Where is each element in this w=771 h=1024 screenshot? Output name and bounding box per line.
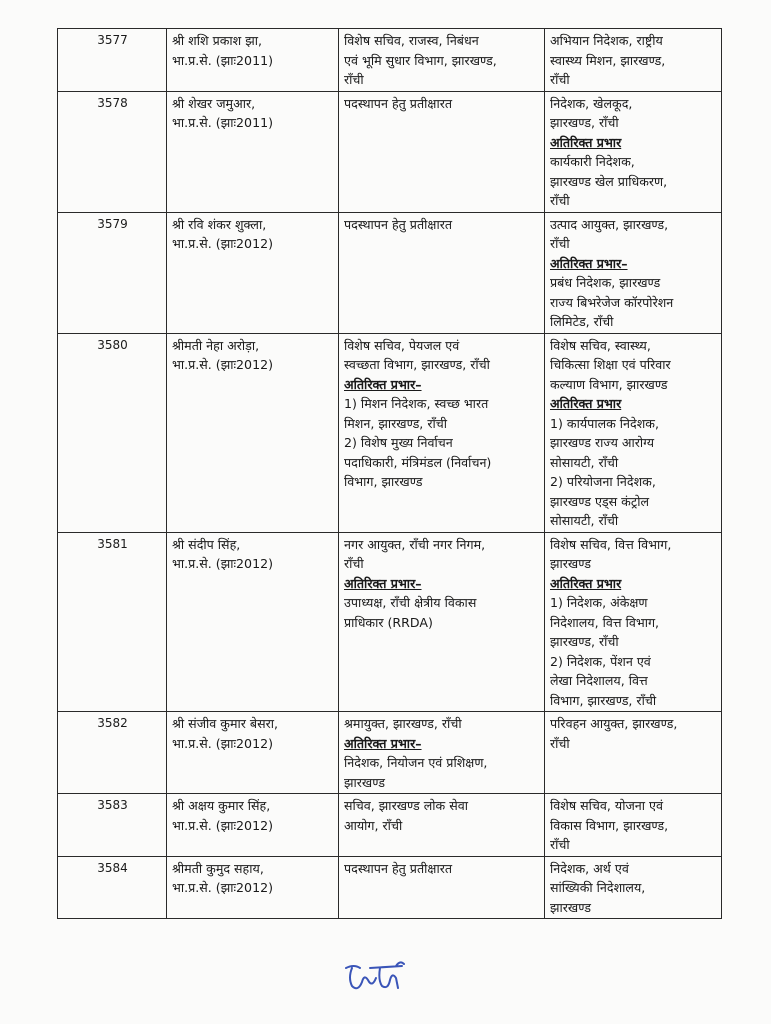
new-additional-charge-line: लेखा निदेशालय, वित्त bbox=[550, 673, 648, 688]
current-posting-line: नगर आयुक्त, राँची नगर निगम, bbox=[344, 536, 486, 552]
serial-number: 3583 bbox=[58, 794, 167, 857]
officer-name-line: श्री शेखर जमुआर, bbox=[172, 95, 256, 111]
new-additional-charge-line: झारखण्ड, राँची bbox=[550, 634, 619, 649]
new-posting-line: निदेशक, अर्थ एवं bbox=[550, 860, 629, 876]
new-posting-cell bbox=[545, 212, 722, 333]
current-posting-line: सचिव, झारखण्ड लोक सेवा bbox=[344, 798, 468, 813]
officer-name-line: श्री रवि शंकर शुक्ला, bbox=[172, 216, 267, 232]
new-additional-charge-line: सोसायटी, राँची bbox=[550, 454, 619, 470]
officer-name-cell bbox=[167, 712, 339, 794]
officer-name-line: भा.प्र.से. (झाः2012) bbox=[172, 556, 274, 571]
current-additional-charge-line: मिशन, झारखण्ड, राँची bbox=[344, 415, 447, 431]
new-posting-line: विशेष सचिव, स्वास्थ्य, bbox=[550, 337, 651, 353]
new-posting-cell bbox=[545, 91, 722, 212]
current-posting-line: स्वच्छता विभाग, झारखण्ड, राँची bbox=[344, 357, 490, 372]
officer-name-line: भा.प्र.से. (झाः2012) bbox=[172, 817, 274, 833]
current-posting-cell bbox=[339, 333, 545, 532]
new-posting-line: परिवहन आयुक्त, झारखण्ड, bbox=[550, 716, 678, 731]
table-row bbox=[58, 212, 722, 333]
table-row bbox=[58, 91, 722, 212]
new-posting-cell bbox=[545, 856, 722, 919]
new-additional-charge-line: कार्यकारी निदेशक, bbox=[550, 154, 635, 169]
new-additional-charge-line: विभाग, झारखण्ड, राँची bbox=[550, 692, 657, 708]
officer-name-line: श्रीमती नेहा अरोड़ा, bbox=[172, 337, 260, 353]
new-posting-line: राँची bbox=[550, 72, 570, 87]
current-additional-charge-label: अतिरिक्त प्रभार– bbox=[344, 575, 422, 591]
table-row bbox=[58, 532, 722, 712]
new-additional-charge-line: निदेशालय, वित्त विभाग, bbox=[550, 614, 660, 630]
new-posting-line: कल्याण विभाग, झारखण्ड bbox=[550, 376, 668, 392]
current-posting-line: पदस्थापन हेतु प्रतीक्षारत bbox=[344, 95, 453, 111]
officer-name-line: भा.प्र.से. (झाः2012) bbox=[172, 735, 274, 751]
new-additional-charge-label: अतिरिक्त प्रभार bbox=[550, 396, 622, 411]
new-posting-cell bbox=[545, 333, 722, 532]
posting-table-body bbox=[58, 29, 722, 919]
current-additional-charge-label: अतिरिक्त प्रभार– bbox=[344, 735, 422, 751]
officer-name-line: श्रीमती कुमुद सहाय, bbox=[172, 860, 264, 876]
new-posting-line: अभियान निदेशक, राष्ट्रीय bbox=[550, 33, 663, 48]
serial-number: 3577 bbox=[58, 29, 167, 92]
new-posting-line: विकास विभाग, झारखण्ड, bbox=[550, 817, 669, 833]
new-posting-line: झारखण्ड bbox=[550, 899, 591, 915]
officer-name-line: भा.प्र.से. (झाः2011) bbox=[172, 115, 274, 130]
serial-number: 3582 bbox=[58, 712, 167, 794]
serial-number: 3579 bbox=[58, 212, 167, 333]
current-posting-line: विशेष सचिव, राजस्व, निबंधन bbox=[344, 33, 479, 48]
current-additional-charge-line: 1) मिशन निदेशक, स्वच्छ भारत bbox=[344, 396, 489, 411]
current-posting-line: पदस्थापन हेतु प्रतीक्षारत bbox=[344, 216, 453, 232]
current-posting-cell bbox=[339, 91, 545, 212]
current-posting-cell bbox=[339, 212, 545, 333]
new-posting-cell bbox=[545, 532, 722, 712]
officer-name-line: भा.प्र.से. (झाः2012) bbox=[172, 236, 274, 251]
new-posting-line: विशेष सचिव, वित्त विभाग, bbox=[550, 536, 672, 552]
current-additional-charge-line: पदाधिकारी, मंत्रिमंडल (निर्वाचन) bbox=[344, 454, 492, 470]
officer-name-cell bbox=[167, 532, 339, 712]
new-posting-line: सांख्यिकी निदेशालय, bbox=[550, 880, 646, 895]
officer-name-line: श्री अक्षय कुमार सिंह, bbox=[172, 798, 271, 813]
new-additional-charge-line: झारखण्ड खेल प्राधिकरण, bbox=[550, 173, 668, 189]
new-additional-charge-line: सोसायटी, राँची bbox=[550, 513, 619, 528]
signature bbox=[340, 956, 410, 996]
table-row bbox=[58, 333, 722, 532]
current-posting-cell bbox=[339, 856, 545, 919]
new-additional-charge-label: अतिरिक्त प्रभार– bbox=[550, 255, 628, 271]
officer-name-line: श्री शशि प्रकाश झा, bbox=[172, 33, 263, 48]
officer-name-cell bbox=[167, 794, 339, 857]
table-row bbox=[58, 712, 722, 794]
new-posting-line: विशेष सचिव, योजना एवं bbox=[550, 798, 664, 813]
current-posting-line: राँची bbox=[344, 72, 364, 87]
officer-name-line: श्री संजीव कुमार बेसरा, bbox=[172, 716, 279, 731]
current-posting-cell bbox=[339, 532, 545, 712]
new-additional-charge-line: लिमिटेड, राँची bbox=[550, 314, 614, 329]
new-posting-line: झारखण्ड bbox=[550, 556, 591, 571]
current-posting-cell bbox=[339, 29, 545, 92]
officer-name-cell bbox=[167, 856, 339, 919]
new-posting-cell bbox=[545, 794, 722, 857]
new-posting-cell bbox=[545, 712, 722, 794]
current-posting-line: राँची bbox=[344, 556, 364, 571]
table-row bbox=[58, 794, 722, 857]
new-posting-line: राँची bbox=[550, 735, 570, 751]
new-additional-charge-line: 1) निदेशक, अंकेक्षण bbox=[550, 595, 648, 610]
new-additional-charge-line: 2) निदेशक, पेंशन एवं bbox=[550, 653, 651, 669]
new-posting-line: चिकित्सा शिक्षा एवं परिवार bbox=[550, 357, 671, 372]
current-posting-line: पदस्थापन हेतु प्रतीक्षारत bbox=[344, 860, 453, 876]
table-row bbox=[58, 29, 722, 92]
officer-name-line: भा.प्र.से. (झाः2011) bbox=[172, 52, 274, 68]
new-additional-charge-line: 2) परियोजना निदेशक, bbox=[550, 474, 656, 489]
new-additional-charge-line: 1) कार्यपालक निदेशक, bbox=[550, 415, 659, 431]
officer-name-line: भा.प्र.से. (झाः2012) bbox=[172, 357, 274, 372]
new-additional-charge-line: राज्य बिभरेजेज कॉरपोरेशन bbox=[550, 294, 674, 310]
current-additional-charge-line: निदेशक, नियोजन एवं प्रशिक्षण, bbox=[344, 755, 488, 770]
current-additional-charge-line: विभाग, झारखण्ड bbox=[344, 474, 423, 489]
new-posting-cell bbox=[545, 29, 722, 92]
current-additional-charge-line: 2) विशेष मुख्य निर्वाचन bbox=[344, 435, 453, 450]
serial-number: 3580 bbox=[58, 333, 167, 532]
new-posting-line: राँची bbox=[550, 236, 570, 251]
current-additional-charge-line: उपाध्यक्ष, राँची क्षेत्रीय विकास bbox=[344, 595, 477, 610]
new-posting-line: निदेशक, खेलकूद, bbox=[550, 95, 633, 111]
serial-number: 3584 bbox=[58, 856, 167, 919]
officer-name-cell bbox=[167, 29, 339, 92]
current-additional-charge-line: प्राधिकार (RRDA) bbox=[344, 614, 433, 630]
new-additional-charge-line: प्रबंध निदेशक, झारखण्ड bbox=[550, 275, 661, 290]
new-posting-line: झारखण्ड, राँची bbox=[550, 115, 619, 130]
new-additional-charge-line: झारखण्ड एड्स कंट्रोल bbox=[550, 493, 649, 509]
officer-name-line: भा.प्र.से. (झाः2012) bbox=[172, 880, 274, 895]
current-additional-charge-label: अतिरिक्त प्रभार– bbox=[344, 376, 422, 392]
serial-number: 3578 bbox=[58, 91, 167, 212]
current-additional-charge-line: झारखण्ड bbox=[344, 774, 385, 790]
current-posting-line: विशेष सचिव, पेयजल एवं bbox=[344, 337, 460, 353]
current-posting-line: आयोग, राँची bbox=[344, 817, 403, 833]
current-posting-cell bbox=[339, 712, 545, 794]
current-posting-cell bbox=[339, 794, 545, 857]
serial-number: 3581 bbox=[58, 532, 167, 712]
officer-name-cell bbox=[167, 91, 339, 212]
current-posting-line: एवं भूमि सुधार विभाग, झारखण्ड, bbox=[344, 52, 497, 68]
new-additional-charge-label: अतिरिक्त प्रभार bbox=[550, 134, 622, 150]
officer-name-cell bbox=[167, 333, 339, 532]
new-additional-charge-line: झारखण्ड राज्य आरोग्य bbox=[550, 435, 655, 450]
current-posting-line: श्रमायुक्त, झारखण्ड, राँची bbox=[344, 716, 462, 731]
officer-name-cell bbox=[167, 212, 339, 333]
officer-name-line: श्री संदीप सिंह, bbox=[172, 536, 241, 552]
new-posting-line: राँची bbox=[550, 837, 570, 852]
table-row bbox=[58, 856, 722, 919]
new-posting-line: उत्पाद आयुक्त, झारखण्ड, bbox=[550, 216, 669, 232]
new-posting-line: स्वास्थ्य मिशन, झारखण्ड, bbox=[550, 52, 666, 68]
new-additional-charge-label: अतिरिक्त प्रभार bbox=[550, 575, 622, 591]
new-additional-charge-line: राँची bbox=[550, 193, 570, 208]
posting-table bbox=[57, 28, 722, 919]
